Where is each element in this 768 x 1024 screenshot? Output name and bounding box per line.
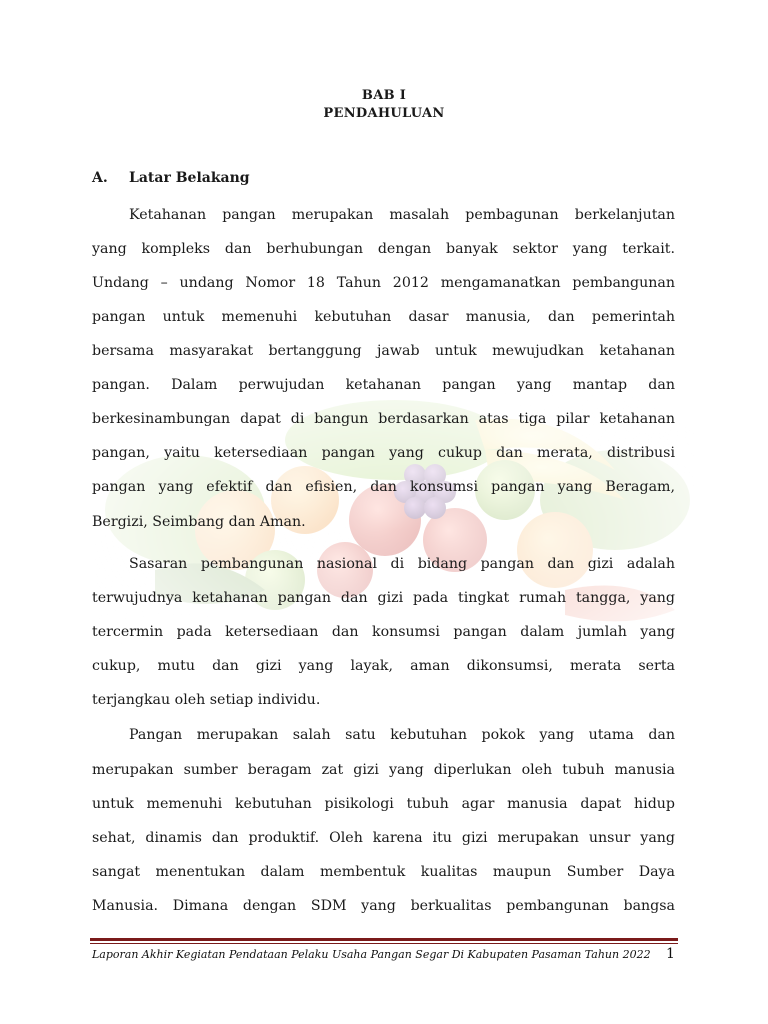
footer-rule-thick: [90, 938, 678, 941]
section-heading: [92, 170, 250, 186]
paragraph-2-line-3: tercermin pada ketersediaan dan konsumsi pangan dalam jumlah yang: [92, 624, 675, 640]
paragraph-3-line-5: sangat menentukan dalam membentuk kualitas maupun Sumber Daya: [92, 864, 675, 880]
section-title: Latar Belakang: [129, 170, 250, 186]
paragraph-3-line-4: sehat, dinamis dan produktif. Oleh karena itu gizi merupakan unsur yang: [92, 830, 675, 846]
footer-report-title: Laporan Akhir Kegiatan Pendataan Pelaku Usaha Pangan Segar Di Kabupaten Pasaman Tahun 2022: [92, 948, 651, 961]
chapter-title: PENDAHULUAN: [323, 106, 445, 121]
paragraph-1-line-10: Bergizi, Seimbang dan Aman.: [92, 514, 306, 530]
paragraph-1-line-5: bersama masyarakat bertanggung jawab untuk mewujudkan ketahanan: [92, 343, 675, 359]
page-number: 1: [666, 946, 675, 962]
paragraph-1-line-6: pangan. Dalam perwujudan ketahanan pangan yang mantap dan: [92, 377, 675, 393]
paragraph-1-line-4: pangan untuk memenuhi kebutuhan dasar manusia, dan pemerintah: [92, 309, 675, 325]
paragraph-3-line-1: Pangan merupakan salah satu kebutuhan pokok yang utama dan: [129, 727, 675, 743]
paragraph-1-line-1: Ketahanan pangan merupakan masalah pembagunan berkelanjutan: [129, 207, 675, 223]
paragraph-1-line-3: Undang – undang Nomor 18 Tahun 2012 mengamanatkan pembangunan: [92, 275, 675, 291]
paragraph-1-line-8: pangan, yaitu ketersediaan pangan yang cukup dan merata, distribusi: [92, 445, 675, 461]
paragraph-2-line-4: cukup, mutu dan gizi yang layak, aman dikonsumsi, merata serta: [92, 658, 675, 674]
footer-rule-thin: [90, 943, 678, 944]
paragraph-2-line-5: terjangkau oleh setiap individu.: [92, 692, 321, 708]
section-number: A.: [92, 170, 108, 186]
paragraph-1-line-2: yang kompleks dan berhubungan dengan banyak sektor yang terkait.: [92, 241, 675, 257]
paragraph-1-line-9: pangan yang efektif dan efisien, dan konsumsi pangan yang Beragam,: [92, 479, 675, 495]
chapter-number: BAB I: [361, 88, 407, 103]
paragraph-2-line-2: terwujudnya ketahanan pangan dan gizi pada tingkat rumah tangga, yang: [92, 590, 675, 606]
paragraph-3-line-6: Manusia. Dimana dengan SDM yang berkualitas pembangunan bangsa: [92, 898, 675, 914]
paragraph-1-line-7: berkesinambungan dapat di bangun berdasarkan atas tiga pilar ketahanan: [92, 411, 675, 427]
paragraph-3-line-2: merupakan sumber beragam zat gizi yang diperlukan oleh tubuh manusia: [92, 762, 675, 778]
paragraph-2-line-1: Sasaran pembangunan nasional di bidang pangan dan gizi adalah: [129, 556, 675, 572]
paragraph-3-line-3: untuk memenuhi kebutuhan pisikologi tubuh agar manusia dapat hidup: [92, 796, 675, 812]
